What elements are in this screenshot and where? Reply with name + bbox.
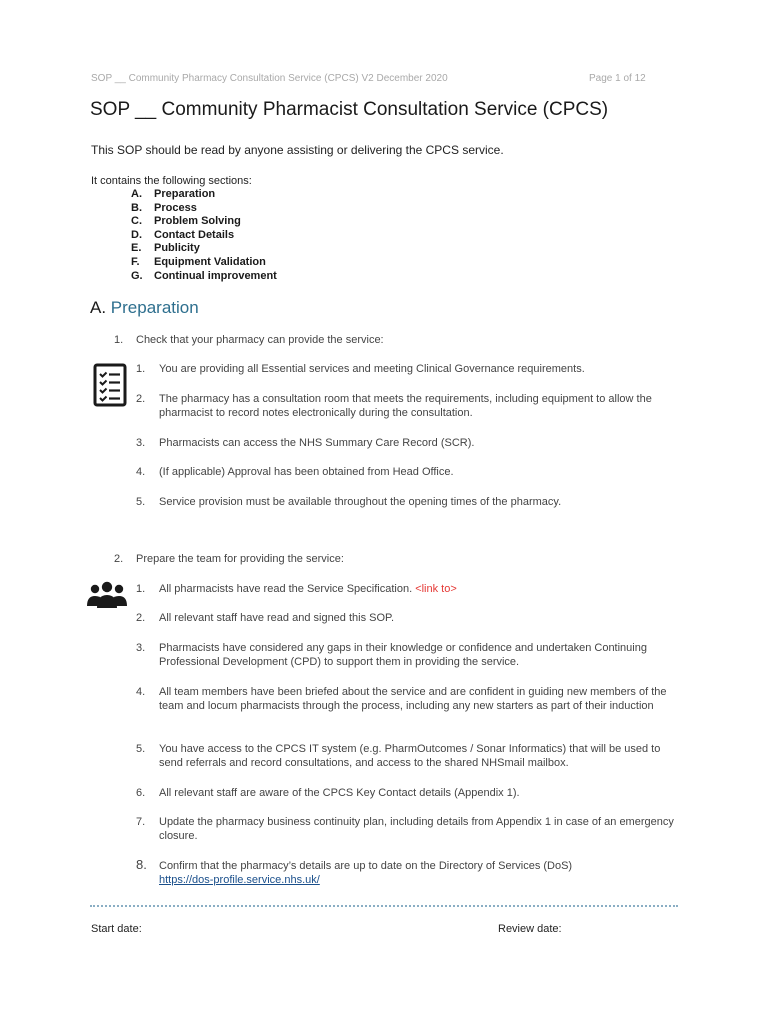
step2-item-1: 1. All pharmacists have read the Service Specification. <link to> [136, 583, 457, 595]
step1-item-2: 2. The pharmacy has a consultation room that meets the requirements, including equipment to allow the pharmacist to record notes electronically during the consultation. [136, 393, 652, 419]
step2-item-7: 7. Update the pharmacy business continuity plan, including details from Appendix 1 in case of an emergency closure. [136, 816, 674, 842]
section-a-title: Preparation [110, 298, 199, 317]
sections-list [131, 188, 277, 283]
start-date-label: Start date: [91, 923, 142, 935]
page-number: Page 1 of 12 [589, 73, 646, 84]
section-a-heading [90, 298, 199, 318]
step2-item-2: 2. All relevant staff have read and signed this SOP. [136, 612, 395, 624]
step2-item-3: 3. Pharmacists have considered any gaps in their knowledge or confidence and undertaken Continuing Professional Development (CPD) to support them in providing the service. [136, 642, 647, 668]
dos-profile-link[interactable]: https://dos-profile.service.nhs.uk/ [159, 874, 320, 886]
contains-label: It contains the following sections: [91, 175, 252, 187]
document-title: SOP __ Community Pharmacist Consultation Service (CPCS) [90, 99, 609, 120]
page-header-title: SOP __ Community Pharmacy Consultation Service (CPCS) V2 December 2020 [91, 73, 448, 84]
step2-item-5: 5. You have access to the CPCS IT system (e.g. PharmOutcomes / Sonar Informatics) that will be used to send referrals and record consultations, and access to the shared NHSmail mailbox. [136, 743, 661, 769]
footer-divider [90, 905, 678, 907]
section-item-process: B. Process [131, 201, 197, 214]
step2-item-6: 6. All relevant staff are aware of the CPCS Key Contact details (Appendix 1). [136, 787, 520, 799]
step1-item-3: 3. Pharmacists can access the NHS Summary Care Record (SCR). [136, 437, 475, 449]
step1-item-4: 4. (If applicable) Approval has been obtained from Head Office. [136, 466, 454, 478]
checklist-icon [92, 363, 128, 407]
step1-item-1: 1. You are providing all Essential services and meeting Clinical Governance requirements. [136, 363, 585, 375]
team-icon [86, 580, 128, 610]
intro-text: This SOP should be read by anyone assisting or delivering the CPCS service. [91, 143, 504, 157]
service-spec-link[interactable]: <link to> [415, 583, 457, 595]
section-item-preparation: A. Preparation [131, 188, 216, 200]
review-date-label: Review date: [498, 923, 562, 935]
section-item-publicity: E. Publicity [131, 242, 200, 255]
step1-item-5: 5. Service provision must be available throughout the opening times of the pharmacy. [136, 496, 562, 508]
section-item-contact-details: D. Contact Details [131, 228, 235, 241]
section-item-problem-solving: C. Problem Solving [131, 215, 241, 228]
section-a-letter: A. [90, 298, 107, 317]
step2-item-4: 4. All team members have been briefed about the service and are confident in guiding new members of the team and locum pharmacists through the process, including any new starters as part of their induction [136, 686, 667, 712]
step2-item-8: 8. Confirm that the pharmacy’s details are up to date on the Directory of Services (DoS) https://dos-profile.service.nhs.uk/ [136, 857, 573, 886]
section-item-continual-improvement: G. Continual improvement [131, 269, 277, 282]
section-item-equipment-validation: F. Equipment Validation [131, 255, 266, 268]
